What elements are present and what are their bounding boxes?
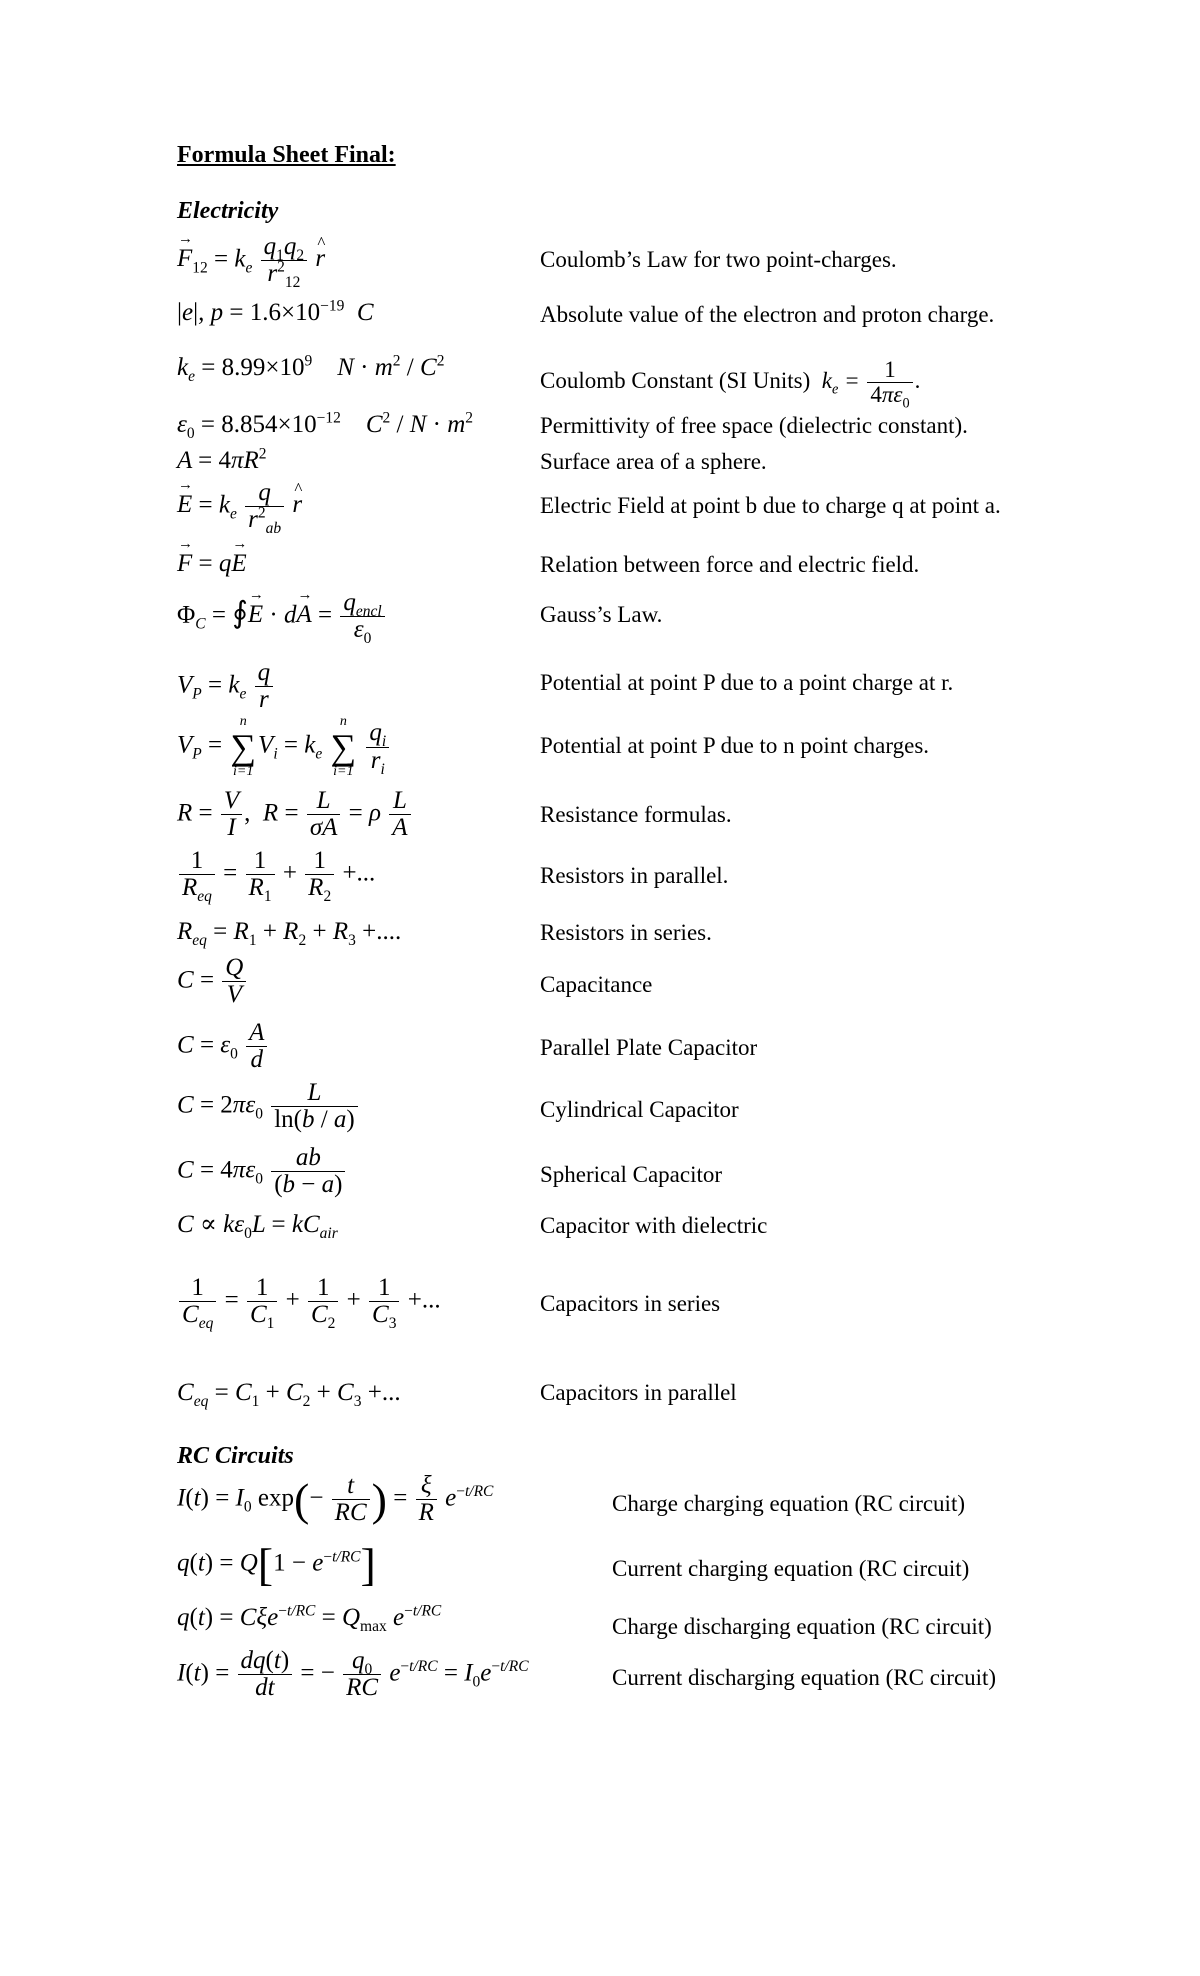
equation-rc-charge-charging: $q(t) = Q[1 - e^{-t/RC}]$ [177,1539,376,1590]
equation-force-field: → F = q→ E [177,551,247,576]
equation-sphere-area: $A = 4\pi R^2$ [177,445,267,474]
equation-point-potential: $V_P = k_e$ $\frac{q}{r}$ [177,660,275,714]
equation-coulomb-law: → $F_{12} = k_e$ $\frac{q_1q_2}{r^2_{12}}$ ^ r [177,234,325,288]
description-gauss-law: Gauss’s Law. [540,602,663,627]
section-heading-rc-circuits: RC Circuits [177,1443,294,1469]
equation-potential-sum: $V_P$ = n ∑ i=1 $V_i = k_e$ n ∑ i=1 $\frac{q_i}{r_i}$ [177,715,391,779]
equation-resistors-parallel: $\frac{1}{R_{eq}}$ = $\frac{1}{R_1}$ + $\frac{1}{R_2}$ +... [177,848,375,902]
description-resistance: Resistance formulas. [540,802,732,827]
description-parallel-plate: Parallel Plate Capacitor [540,1035,758,1060]
description-spherical-capacitor: Spherical Capacitor [540,1162,723,1187]
description-capacitance: Capacitance [540,972,653,997]
equation-permittivity: $\varepsilon_0 = 8.854\times 10^{-12}$ $C^2 / N \cdot m^2$ [177,409,474,442]
equation-rc-charge-discharging: $q(t) = C\xi e^{-t/RC} = Q_{max}$ $e^{-t/RC}$ [177,1602,442,1635]
equation-capacitance: C = $\frac{Q}{V}$ [177,955,248,1009]
description-force-field: Relation between force and electric field. [540,552,920,577]
equation-gauss-law: $\Phi_C$ = ∮→ E · d→ A = $\frac{q_{encl}}{\varepsilon_0}$ [177,590,387,644]
page-title: Formula Sheet Final: [177,142,396,168]
description-dielectric-capacitor: Capacitor with dielectric [540,1213,768,1238]
description-point-potential: Potential at point P due to a point charge at r. [540,670,954,695]
equation-rc-current-discharging: I(t) = $\frac{dq(t)}{dt}$ = − $\frac{q_0}{RC}$ $e^{-t/RC} = I_0e^{-t/RC}$ [177,1647,529,1702]
description-cylindrical-capacitor: Cylindrical Capacitor [540,1097,739,1122]
description-capacitors-parallel: Capacitors in parallel [540,1380,737,1405]
equation-capacitors-series: $\frac{1}{C_{eq}}$ = $\frac{1}{C_1}$ + $\frac{1}{C_2}$ + $\frac{1}{C_3}$ +... [177,1275,441,1329]
description-rc-2: Current charging equation (RC circuit) [612,1556,970,1581]
description-elementary-charge: Absolute value of the electron and proton charge. [540,302,995,327]
equation-resistance: R = $\frac{V}{I}$ , R = $\frac{L}{\sigma A}$ = ρ $\frac{L}{A}$ [177,788,413,842]
description-coulomb-law: Coulomb’s Law for two point-charges. [540,247,897,272]
equation-dielectric-capacitor: $C \propto k\varepsilon_0L = kC_{air}$ [177,1211,338,1242]
description-potential-sum: Potential at point P due to n point charges. [540,733,930,758]
description-capacitors-series: Capacitors in series [540,1291,721,1316]
equation-rc-current-charging: $I(t) = I_0$ exp(− $\frac{t}{RC}$ ) = $\frac{\xi}{R}$ $e^{-t/RC}$ [177,1472,494,1527]
equation-parallel-plate: $C = \varepsilon_0$ $\frac{A}{d}$ [177,1020,269,1074]
section-heading-electricity: Electricity [177,198,279,224]
equation-coulomb-constant: $k_e = 8.99\times 10^9$ $N \cdot m^2 / C^2$ [177,352,445,385]
description-resistors-parallel: Resistors in parallel. [540,863,729,888]
coulomb-constant-label: Coulomb Constant (SI Units) [540,367,811,393]
description-rc-4: Current discharging equation (RC circuit) [612,1665,997,1690]
description-electric-field: Electric Field at point b due to charge q at point a. [540,493,1001,518]
description-coulomb-constant: Coulomb Constant (SI Units) $k_e$ = $\frac{1}{4\pi\varepsilon_0}$ . [540,357,921,412]
description-resistors-series: Resistors in series. [540,920,712,945]
description-sphere-area: Surface area of a sphere. [540,449,767,474]
equation-spherical-capacitor: $C = 4\pi\varepsilon_0$ $\frac{ab}{(b - a)}$ [177,1145,347,1199]
equation-resistors-series: $R_{eq} = R_1 + R_2 + R_3$ +.... [177,918,402,949]
equation-capacitors-parallel: $C_{eq} = C_1 + C_2 + C_3$ +... [177,1379,401,1410]
equation-elementary-charge: |e|, $p = 1.6\times 10^{-19}$ C [177,297,374,326]
description-rc-3: Charge discharging equation (RC circuit) [612,1614,992,1639]
equation-cylindrical-capacitor: $C = 2\pi\varepsilon_0$ $\frac{L}{\ln(b / a)}$ [177,1080,360,1134]
description-permittivity: Permittivity of free space (dielectric constant). [540,413,968,438]
description-rc-1: Charge charging equation (RC circuit) [612,1491,965,1516]
equation-electric-field: → $E = k_e$ $\frac{q}{r^2_{ab}}$ ^ r [177,480,302,534]
